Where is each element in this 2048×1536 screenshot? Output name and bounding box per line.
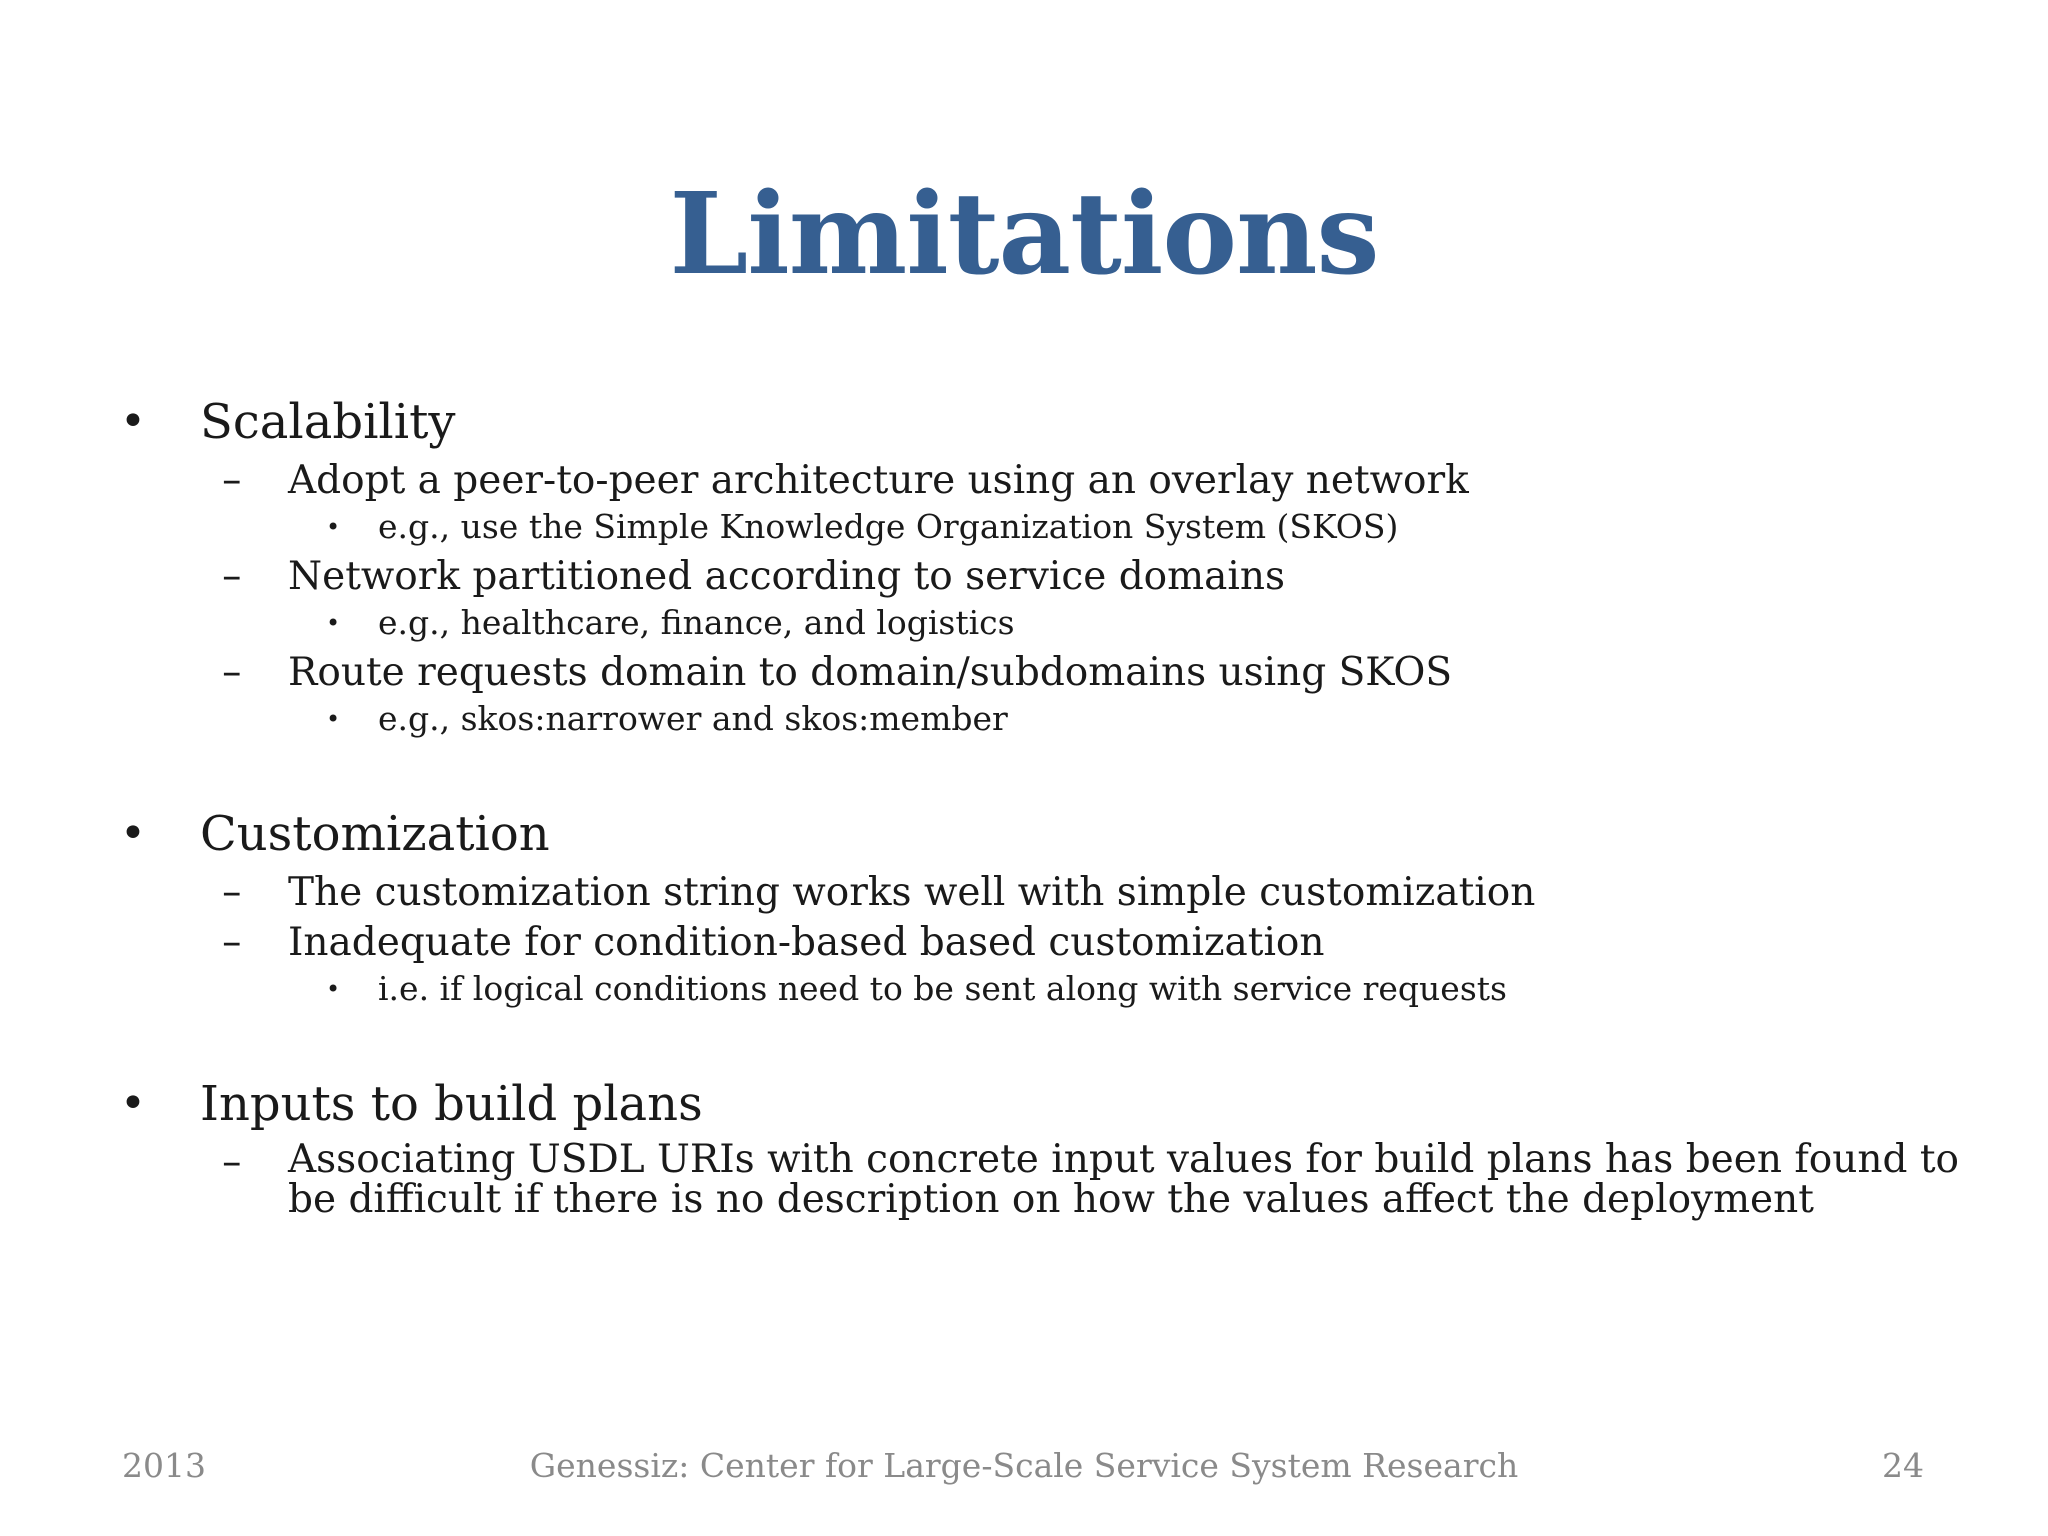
dash-marker: –	[222, 650, 242, 695]
example-text: i.e. if logical conditions need to be sent along with service requests	[378, 969, 1507, 1008]
footer-organization: Genessiz: Center for Large-Scale Service System Research	[529, 1446, 1519, 1485]
slide-title: Limitations	[669, 169, 1379, 300]
sub-bullet-text: Adopt a peer-to-peer architecture using an overlay network	[288, 458, 1469, 503]
section-spacer	[0, 1012, 2048, 1072]
sub-bullet-item	[0, 920, 2048, 966]
sub-bullet-item	[0, 650, 2048, 696]
dash-marker: –	[222, 1140, 242, 1185]
slide-body	[0, 390, 2048, 1220]
dash-marker: –	[222, 458, 242, 503]
sub-bullet-item	[0, 458, 2048, 504]
sub-bullet-text: Inadequate for condition-based based customization	[288, 920, 1325, 965]
example-item	[0, 696, 2048, 742]
sub-bullet-item	[0, 554, 2048, 600]
section-scalability	[0, 390, 2048, 742]
bullet-marker: •	[120, 396, 146, 447]
section-customization	[0, 802, 2048, 1012]
example-item	[0, 600, 2048, 646]
example-item	[0, 504, 2048, 550]
section-heading: Customization	[200, 806, 550, 862]
dash-marker: –	[222, 554, 242, 599]
section-inputs-to-build-plans	[0, 1072, 2048, 1220]
bullet-marker: •	[120, 1078, 146, 1129]
dash-marker: –	[222, 920, 242, 965]
sub-bullet-text: Route requests domain to domain/subdomains using SKOS	[288, 650, 1453, 695]
dash-marker: –	[222, 870, 242, 915]
sub-bullet-item	[0, 1137, 2048, 1222]
example-text: e.g., healthcare, finance, and logistics	[378, 603, 1015, 642]
footer-year: 2013	[122, 1446, 206, 1485]
example-text: e.g., use the Simple Knowledge Organization System (SKOS)	[378, 507, 1399, 546]
bullet-marker: •	[326, 513, 341, 541]
bullet-marker: •	[326, 975, 341, 1003]
bullet-marker: •	[326, 609, 341, 637]
bullet-marker: •	[120, 808, 146, 859]
sub-bullet-item	[0, 870, 2048, 916]
footer-page-number: 24	[1882, 1446, 1924, 1485]
bullet-item	[0, 802, 2048, 866]
section-heading: Scalability	[200, 394, 456, 450]
section-spacer	[0, 742, 2048, 802]
bullet-item	[0, 1072, 2048, 1136]
sub-bullet-text: The customization string works well with simple customization	[288, 870, 1536, 915]
section-heading: Inputs to build plans	[200, 1076, 703, 1132]
sub-bullet-text: Associating USDL URIs with concrete input values for build plans has been found to be difficult if there is no description on how the values affect the deployment	[288, 1137, 1960, 1222]
sub-bullet-text: Network partitioned according to service domains	[288, 554, 1285, 599]
bullet-marker: •	[326, 705, 341, 733]
bullet-item	[0, 390, 2048, 454]
example-text: e.g., skos:narrower and skos:member	[378, 699, 1008, 738]
example-item	[0, 966, 2048, 1012]
